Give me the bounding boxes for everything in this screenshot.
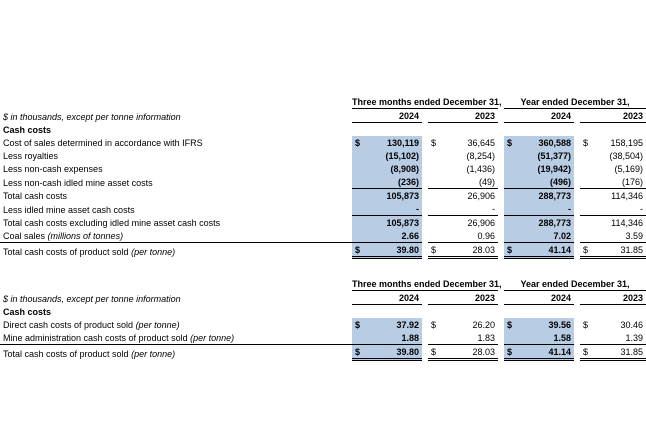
value-cell: 41.14 (518, 345, 574, 360)
currency-symbol: $ (352, 243, 366, 258)
currency-symbol (504, 229, 518, 243)
currency-symbol (352, 331, 366, 345)
group-header-year-ended: Year ended December 31, (520, 279, 630, 289)
currency-symbol: $ (504, 345, 518, 360)
table-row (0, 229, 646, 243)
year-header: 2023 (580, 291, 646, 305)
row-label-text: Less royalties (3, 151, 59, 161)
currency-symbol (580, 162, 594, 175)
year-header: 2024 (352, 291, 422, 305)
value-cell: - (594, 202, 646, 216)
year-header: 2023 (428, 291, 498, 305)
row-label-text: Cost of sales determined in accordance with IFRS (3, 138, 203, 148)
group-header-three-months: Three months ended December 31, (352, 279, 502, 289)
year-header: 2024 (504, 109, 574, 123)
row-label-text: Coal sales (3, 231, 46, 241)
row-label (0, 318, 352, 331)
row-label-unit: (per tonne) (133, 320, 180, 330)
row-label (0, 331, 352, 345)
currency-symbol: $ (428, 243, 442, 258)
row-label-text: Total cash costs of product sold (3, 246, 129, 257)
table-row (0, 136, 646, 149)
currency-symbol (504, 189, 518, 203)
value-cell: 114,346 (611, 218, 644, 228)
currency-symbol (504, 331, 518, 345)
currency-symbol: $ (580, 345, 594, 360)
value-cell: (236) (366, 175, 422, 189)
group-header-three-months: Three months ended December 31, (352, 97, 502, 107)
value-cell: 31.85 (594, 243, 646, 258)
currency-symbol: $ (504, 318, 518, 331)
currency-symbol (504, 149, 518, 162)
value-cell: (51,377) (518, 149, 574, 162)
table-row (0, 318, 646, 331)
value-cell: 7.02 (518, 229, 574, 243)
currency-symbol: $ (583, 138, 589, 148)
value-cell: 288,773 (518, 216, 574, 230)
row-label-unit: (per tonne) (128, 348, 176, 359)
table-body (0, 318, 646, 360)
row-label-unit: (per tonne) (128, 246, 176, 257)
currency-symbol (428, 216, 442, 230)
value-cell: (1,436) (466, 164, 496, 174)
currency-symbol (580, 149, 594, 162)
value-cell: (19,942) (518, 162, 574, 175)
row-label-text: Total cash costs excluding idled mine asset cash costs (3, 218, 221, 228)
value-cell: (8,908) (366, 162, 422, 175)
currency-symbol (352, 216, 366, 230)
cash-costs-table-2 (0, 264, 646, 361)
currency-symbol (352, 229, 366, 243)
row-label (0, 243, 352, 258)
value-cell: 39.80 (366, 243, 422, 258)
value-cell: 0.96 (442, 229, 498, 243)
row-label (0, 216, 352, 230)
value-cell: 288,773 (518, 189, 574, 203)
row-label-unit: (millions of tonnes) (45, 231, 124, 241)
row-label-text: Less non-cash expenses (3, 164, 103, 174)
currency-symbol (428, 331, 442, 345)
currency-symbol: $ (580, 243, 594, 258)
table-row (0, 162, 646, 175)
table-row (0, 345, 646, 360)
row-label-text: Total cash costs of product sold (3, 348, 129, 359)
currency-symbol: $ (583, 320, 589, 330)
currency-symbol (428, 189, 442, 203)
value-cell: (496) (518, 175, 574, 189)
currency-symbol: $ (504, 243, 518, 258)
currency-symbol (352, 202, 366, 216)
currency-symbol (428, 162, 442, 175)
row-label-unit: (per tonne) (187, 333, 235, 343)
currency-symbol: $ (504, 136, 518, 149)
year-header: 2023 (580, 109, 646, 123)
value-cell: 26,906 (467, 191, 496, 201)
table-row (0, 189, 646, 203)
value-cell: 158,195 (610, 138, 644, 148)
value-cell: 39.80 (366, 345, 422, 360)
currency-symbol (504, 216, 518, 230)
value-cell: (5,169) (614, 164, 644, 174)
value-cell: 105,873 (366, 216, 422, 230)
value-cell: (49) (442, 175, 498, 189)
currency-symbol (580, 189, 594, 203)
section-label: Cash costs (3, 125, 52, 135)
year-header: 2023 (428, 109, 498, 123)
row-label-text: Less idled mine asset cash costs (3, 204, 135, 215)
row-label (0, 149, 352, 162)
units-label: $ in thousands, except per tonne information (3, 111, 181, 122)
table-body (0, 136, 646, 258)
value-cell: 30.46 (620, 320, 644, 330)
currency-symbol: $ (431, 320, 437, 330)
row-label (0, 229, 352, 243)
currency-symbol (580, 202, 594, 216)
value-cell: 28.03 (442, 345, 498, 360)
group-header-year-ended: Year ended December 31, (520, 97, 630, 107)
row-label-text: Mine administration cash costs of product sold (3, 333, 188, 343)
value-cell: 26,906 (467, 218, 496, 228)
value-cell: 31.85 (594, 345, 646, 360)
table-row (0, 243, 646, 258)
currency-symbol: $ (428, 345, 442, 360)
value-cell: 36,645 (467, 138, 496, 148)
row-label (0, 162, 352, 175)
year-header: 2024 (504, 291, 574, 305)
units-label: $ in thousands, except per tonne information (3, 293, 181, 304)
currency-symbol (580, 216, 594, 230)
currency-symbol (428, 149, 442, 162)
row-label (0, 136, 352, 149)
value-cell: (176) (594, 175, 646, 189)
value-cell: 26.20 (472, 320, 496, 330)
value-cell: 28.03 (442, 243, 498, 258)
row-label-text: Less non-cash idled mine asset costs (3, 177, 153, 188)
value-cell: - (442, 202, 498, 216)
currency-symbol (580, 175, 594, 189)
value-cell: 3.59 (594, 229, 646, 243)
value-cell: - (518, 202, 574, 216)
value-cell: 114,346 (611, 191, 644, 201)
currency-symbol: $ (352, 136, 366, 149)
currency-symbol (504, 202, 518, 216)
currency-symbol (352, 162, 366, 175)
currency-symbol (580, 229, 594, 243)
row-label (0, 345, 352, 360)
currency-symbol (580, 331, 594, 345)
currency-symbol (428, 202, 442, 216)
currency-symbol (504, 162, 518, 175)
value-cell: (8,254) (466, 151, 496, 161)
row-label (0, 202, 352, 216)
value-cell: 41.14 (518, 243, 574, 258)
table-row (0, 202, 646, 216)
currency-symbol (352, 149, 366, 162)
row-label (0, 175, 352, 189)
value-cell: 105,873 (366, 189, 422, 203)
currency-symbol (504, 175, 518, 189)
value-cell: 37.92 (366, 318, 422, 331)
value-cell: - (366, 202, 422, 216)
row-label-text: Total cash costs (3, 191, 68, 201)
value-cell: 360,588 (518, 136, 574, 149)
value-cell: 130,119 (366, 136, 422, 149)
currency-symbol (352, 175, 366, 189)
year-header: 2024 (352, 109, 422, 123)
value-cell: (15,102) (366, 149, 422, 162)
currency-symbol: $ (352, 318, 366, 331)
value-cell: 39.56 (518, 318, 574, 331)
value-cell: 1.83 (442, 331, 498, 345)
table-row (0, 175, 646, 189)
value-cell: (38,504) (609, 151, 644, 161)
cash-costs-table-1 (0, 82, 646, 259)
currency-symbol (428, 175, 442, 189)
row-label (0, 189, 352, 203)
table-row (0, 331, 646, 345)
table-row (0, 216, 646, 230)
value-cell: 1.58 (518, 331, 574, 345)
value-cell: 1.88 (366, 331, 422, 345)
value-cell: 2.66 (366, 229, 422, 243)
currency-symbol: $ (352, 345, 366, 360)
row-label-text: Direct cash costs of product sold (3, 320, 134, 330)
section-label: Cash costs (3, 307, 52, 317)
table-row (0, 149, 646, 162)
value-cell: 1.39 (594, 331, 646, 345)
currency-symbol: $ (431, 138, 437, 148)
currency-symbol (352, 189, 366, 203)
currency-symbol (428, 229, 442, 243)
